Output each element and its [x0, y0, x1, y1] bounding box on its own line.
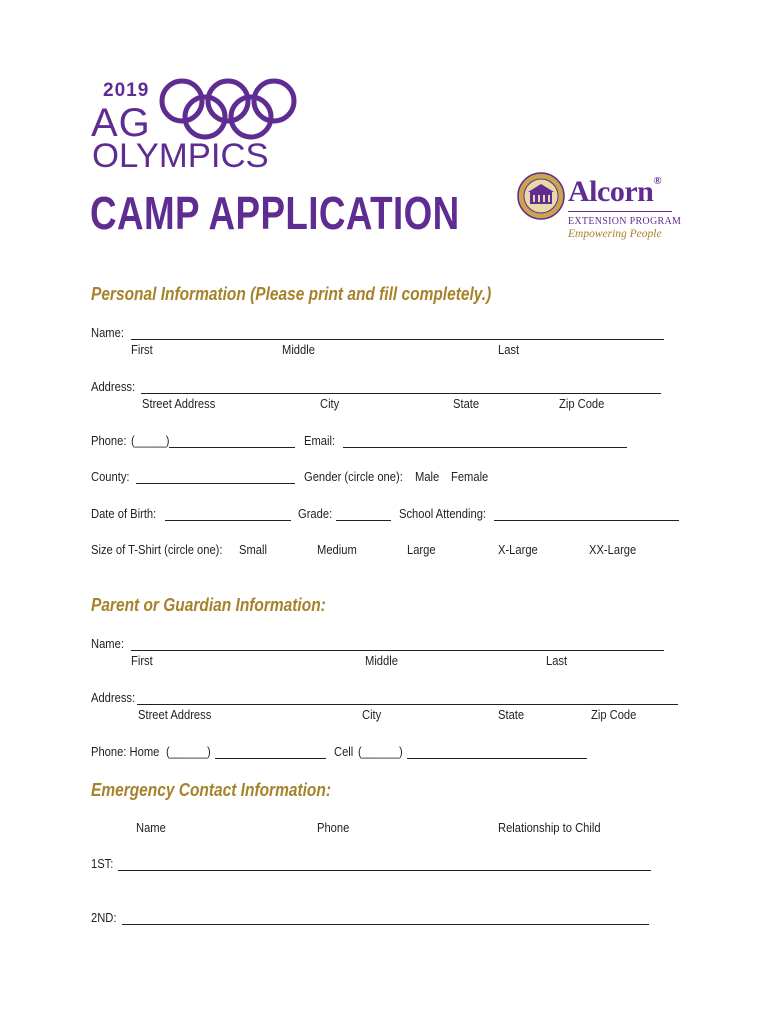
tshirt-option-small[interactable]: Small — [239, 542, 267, 557]
personal-dob-label: Date of Birth: — [91, 506, 157, 521]
personal-address-zip-caption: Zip Code — [559, 396, 605, 411]
logo-olympics: OLYMPICS — [92, 137, 269, 175]
personal-name-middle-caption: Middle — [282, 342, 315, 357]
parent-phone-home-field[interactable] — [215, 758, 326, 759]
parent-name-first-caption: First — [131, 653, 153, 668]
personal-name-first-caption: First — [131, 342, 153, 357]
personal-grade-field[interactable] — [336, 520, 391, 521]
personal-county-label: County: — [91, 469, 130, 484]
parent-address-city-caption: City — [362, 707, 382, 722]
parent-address-state-caption: State — [498, 707, 525, 722]
emergency-second-label: 2ND: — [91, 910, 117, 925]
tshirt-option-medium[interactable]: Medium — [317, 542, 357, 557]
parent-name-field[interactable] — [131, 650, 664, 651]
personal-phone-area: (_____) — [131, 433, 170, 448]
alcorn-seal-icon — [517, 172, 565, 220]
parent-section-title: Parent or Guardian Information: — [91, 595, 326, 615]
alcorn-logo-name: Alcorn® — [568, 175, 662, 208]
personal-grade-label: Grade: — [298, 506, 333, 521]
parent-address-street-caption: Street Address — [138, 707, 212, 722]
personal-tshirt-label: Size of T-Shirt (circle one): — [91, 542, 223, 557]
page-title: CAMP APPLICATION — [90, 187, 460, 239]
alcorn-logo-subtitle: EXTENSION PROGRAM — [568, 216, 682, 227]
emergency-col-name: Name — [136, 820, 166, 835]
logo-ag: AG — [91, 101, 151, 145]
personal-name-last-caption: Last — [498, 342, 520, 357]
personal-name-field[interactable] — [131, 339, 664, 340]
parent-address-label: Address: — [91, 690, 136, 705]
emergency-first-label: 1ST: — [91, 856, 114, 871]
emergency-second-field[interactable] — [122, 924, 649, 925]
personal-address-state-caption: State — [453, 396, 480, 411]
parent-cell-field[interactable] — [407, 758, 587, 759]
parent-cell-label: Cell — [334, 744, 354, 759]
personal-section-title: Personal Information (Please print and fill completely.) — [91, 284, 492, 304]
parent-name-last-caption: Last — [546, 653, 568, 668]
emergency-col-phone: Phone — [317, 820, 350, 835]
personal-gender-label: Gender (circle one): — [304, 469, 403, 484]
parent-address-field[interactable] — [137, 704, 678, 705]
personal-address-street-caption: Street Address — [142, 396, 216, 411]
personal-school-label: School Attending: — [399, 506, 487, 521]
personal-email-field[interactable] — [343, 447, 627, 448]
personal-address-field[interactable] — [141, 393, 661, 394]
personal-email-label: Email: — [304, 433, 336, 448]
tshirt-option-xlarge[interactable]: X-Large — [498, 542, 538, 557]
logo-year: 2019 — [103, 80, 150, 101]
personal-phone-label: Phone: — [91, 433, 127, 448]
personal-school-field[interactable] — [494, 520, 679, 521]
personal-address-city-caption: City — [320, 396, 340, 411]
gender-option-female[interactable]: Female — [451, 469, 489, 484]
personal-dob-field[interactable] — [165, 520, 291, 521]
personal-county-field[interactable] — [136, 483, 295, 484]
tshirt-option-xxlarge[interactable]: XX-Large — [589, 542, 637, 557]
olympic-rings-icon — [158, 77, 300, 142]
parent-address-zip-caption: Zip Code — [591, 707, 637, 722]
emergency-col-relationship: Relationship to Child — [498, 820, 601, 835]
parent-phone-home-area: (______) — [166, 744, 211, 759]
parent-cell-area: (______) — [358, 744, 403, 759]
personal-address-label: Address: — [91, 379, 136, 394]
tshirt-option-large[interactable]: Large — [407, 542, 436, 557]
personal-phone-field[interactable] — [169, 447, 295, 448]
personal-name-label: Name: — [91, 325, 124, 340]
gender-option-male[interactable]: Male — [415, 469, 440, 484]
alcorn-logo-rule — [568, 211, 672, 212]
emergency-section-title: Emergency Contact Information: — [91, 780, 331, 800]
parent-name-middle-caption: Middle — [365, 653, 398, 668]
alcorn-logo-tagline: Empowering People — [568, 228, 662, 240]
parent-phone-home-label: Phone: Home — [91, 744, 160, 759]
parent-name-label: Name: — [91, 636, 124, 651]
emergency-first-field[interactable] — [118, 870, 651, 871]
